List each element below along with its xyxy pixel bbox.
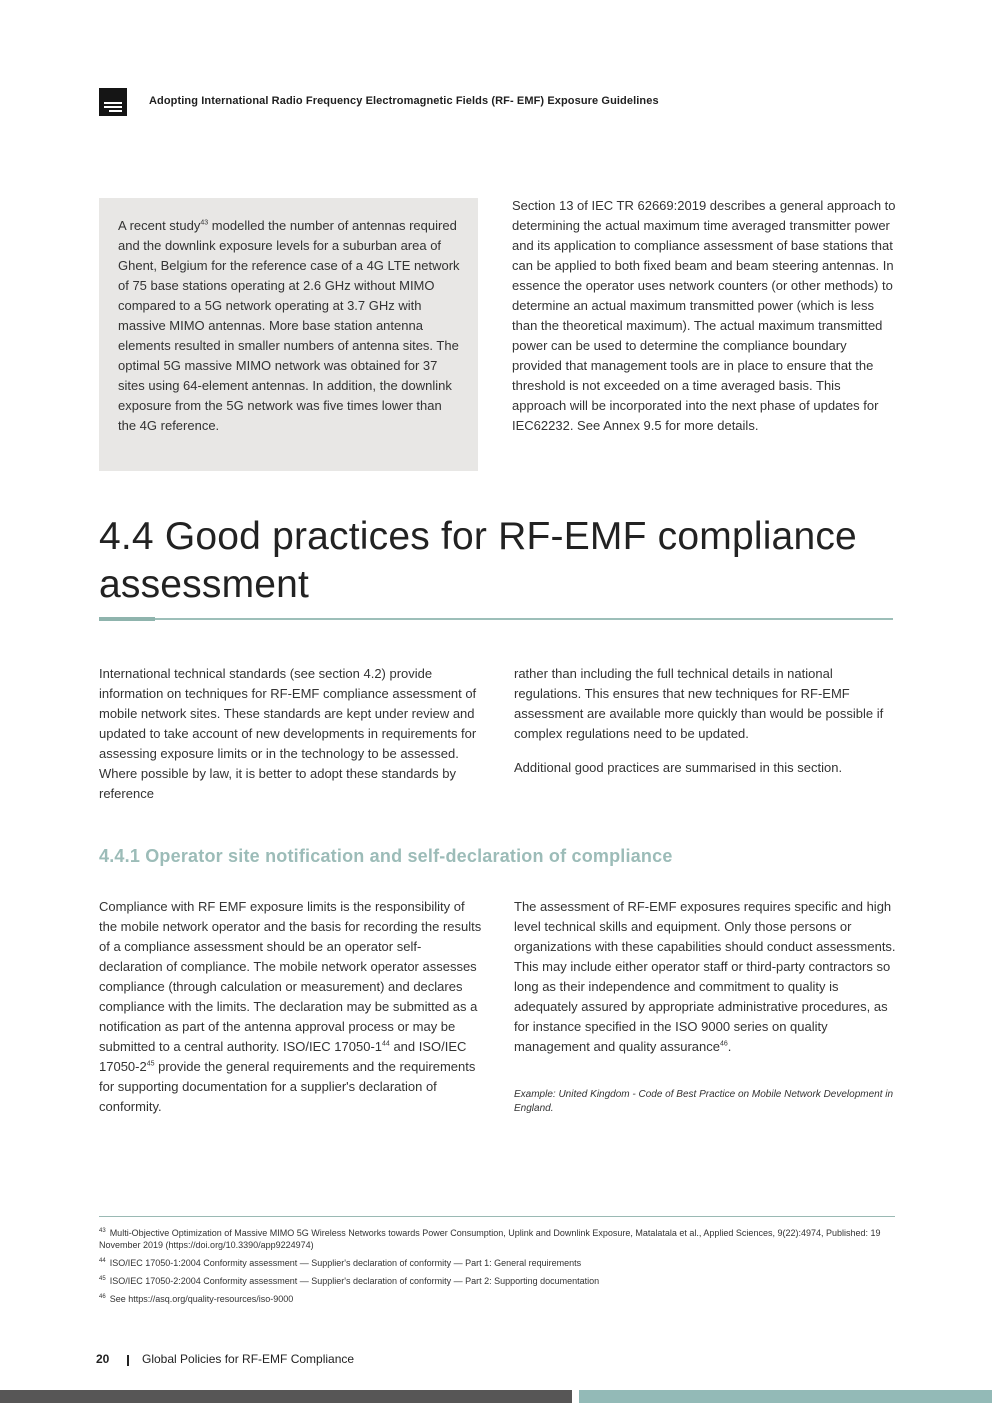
footnote-ref-46[interactable]: 46 — [719, 1040, 728, 1048]
footer-title: Global Policies for RF-EMF Compliance — [142, 1352, 355, 1366]
logo-icon — [99, 88, 127, 116]
footnote-number: 43 — [99, 1228, 106, 1234]
footnotes — [99, 1227, 895, 1311]
footnote-ref-43[interactable]: 43 — [200, 219, 209, 227]
text-run: Compliance with RF EMF exposure limits is the responsibility of the mobile network operator and the basis for recording the results of a compliance assessment should be an operator self-declaration of compliance. The mobile network operator assesses compliance (through calculation or measurement) and declares compliance with the limits. The declaration may be submitted as a notification as part of the antenna approval process or may be submitted to a central authority. ISO/IEC 17050-1 — [99, 899, 482, 1054]
footer-separator — [127, 1355, 129, 1366]
footnote-ref-44[interactable]: 44 — [382, 1040, 390, 1048]
text-run: provide the general requirements and the requirements for supporting documentation for a supplier's declaration of conformity. — [99, 1059, 476, 1114]
section-4-4-1-left-column — [99, 897, 483, 1117]
paragraph: Additional good practices are summarised in this section. — [514, 760, 843, 775]
footnote-text: Multi-Objective Optimization of Massive MIMO 5G Wireless Networks towards Power Consumption, Uplink and Downlink Exposure, Matalatala et al., Applied Sciences, 9(22):4974, Published: 19 November 2019 (https://doi.org/10.3390/app9224974) — [99, 1228, 881, 1250]
paragraph — [99, 897, 483, 1117]
paragraph: rather than including the full technical details in national regulations. This ensures that new techniques for RF-EMF assessment are available more quickly than would be possible if complex regulations need to be updated. — [514, 666, 884, 741]
footnote-45 — [99, 1275, 895, 1287]
example-note: Example: United Kingdom - Code of Best Practice on Mobile Network Development in England. — [514, 1089, 894, 1114]
footnote-rule — [99, 1216, 895, 1217]
footnote-ref-45[interactable]: 45 — [146, 1060, 155, 1068]
footnote-number: 44 — [99, 1258, 106, 1264]
text-run: The assessment of RF-EMF exposures requires specific and high level technical skills and equipment. Only those persons or organizations with these capabilities should conduct assessments. This may include either operator staff or third-party contractors so long as their independence and commitment to quality is adequately assured by appropriate administrative procedures, as for instance specified in the ISO 9000 series on quality management and quality assurance — [514, 899, 896, 1054]
footnote-number: 46 — [99, 1294, 106, 1300]
section-heading-4-4: 4.4 Good practices for RF-EMF compliance assessment — [99, 515, 857, 606]
footnote-text: See https://asq.org/quality-resources/iso-9000 — [109, 1294, 294, 1304]
callout-text-end: modelled the number of antennas required and the downlink exposure levels for a suburban area of Ghent, Belgium for the reference case of a 4G LTE network of 75 base stations operating at 2.6 GHz without MIMO compared to a 5G network operating at 3.7 GHz with massive MIMO antennas. More base station antenna elements resulted in smaller numbers of antenna sites. The optimal 5G massive MIMO network was obtained for 37 sites using 64-element antennas. In addition, the downlink exposure from the 5G network was five times lower than the 4G reference. — [118, 218, 460, 433]
text-run: . — [727, 1039, 732, 1054]
section13-paragraph: Section 13 of IEC TR 62669:2019 describes a general approach to determining the actual maximum time averaged transmitter power and its application to compliance assessment of base stations that can be applied to both fixed beam and beam steering antennas. In essence the operator uses network counters (or other methods) to determine an actual maximum transmitted power (which is less than the theoretical maximum). The actual maximum transmitted power can be used to determine the compliance boundary provided that management tools are in place to ensure that the threshold is not exceeded on a time averaged basis. This approach will be incorporated into the next phase of updates for IEC62232. See Annex 9.5 for more details. — [512, 198, 896, 433]
paragraph: International technical standards (see section 4.2) provide information on techniques for RF-EMF compliance assessment of mobile network sites. These standards are kept under review and updated to take account of new developments in requirements for assessing exposure limits or in the technology to be assessed. Where possible by law, it is better to adopt these standards by reference — [99, 666, 477, 801]
footnote-text: ISO/IEC 17050-1:2004 Conformity assessment — Supplier's declaration of conformity — Part 1: General requirements — [109, 1258, 582, 1268]
footnote-44 — [99, 1257, 895, 1269]
footnote-46 — [99, 1293, 895, 1305]
text-run: and ISO/IEC 17050-2 — [99, 1039, 467, 1074]
callout-text-start: A recent study — [118, 218, 201, 233]
footnote-43 — [99, 1227, 895, 1251]
page-number: 20 — [96, 1352, 110, 1366]
section-4-4-left-column — [99, 664, 479, 804]
section-4-4-right-column — [514, 664, 894, 778]
callout-text — [118, 216, 463, 436]
heading-rule-accent — [99, 617, 155, 621]
footer-bar-teal — [579, 1390, 992, 1403]
footnote-text: ISO/IEC 17050-2:2004 Conformity assessment — Supplier's declaration of conformity — Part 2: Supporting documentation — [109, 1276, 600, 1286]
section-4-4-1-right-column — [514, 897, 898, 1057]
footnote-number: 45 — [99, 1276, 106, 1282]
paragraph — [514, 897, 898, 1057]
footer-bar-dark — [0, 1390, 572, 1403]
heading-rule — [99, 618, 893, 620]
running-header: Adopting International Radio Frequency Electromagnetic Fields (RF- EMF) Exposure Guidelines — [149, 95, 659, 107]
subsection-heading-4-4-1: 4.4.1 Operator site notification and self-declaration of compliance — [99, 846, 673, 866]
